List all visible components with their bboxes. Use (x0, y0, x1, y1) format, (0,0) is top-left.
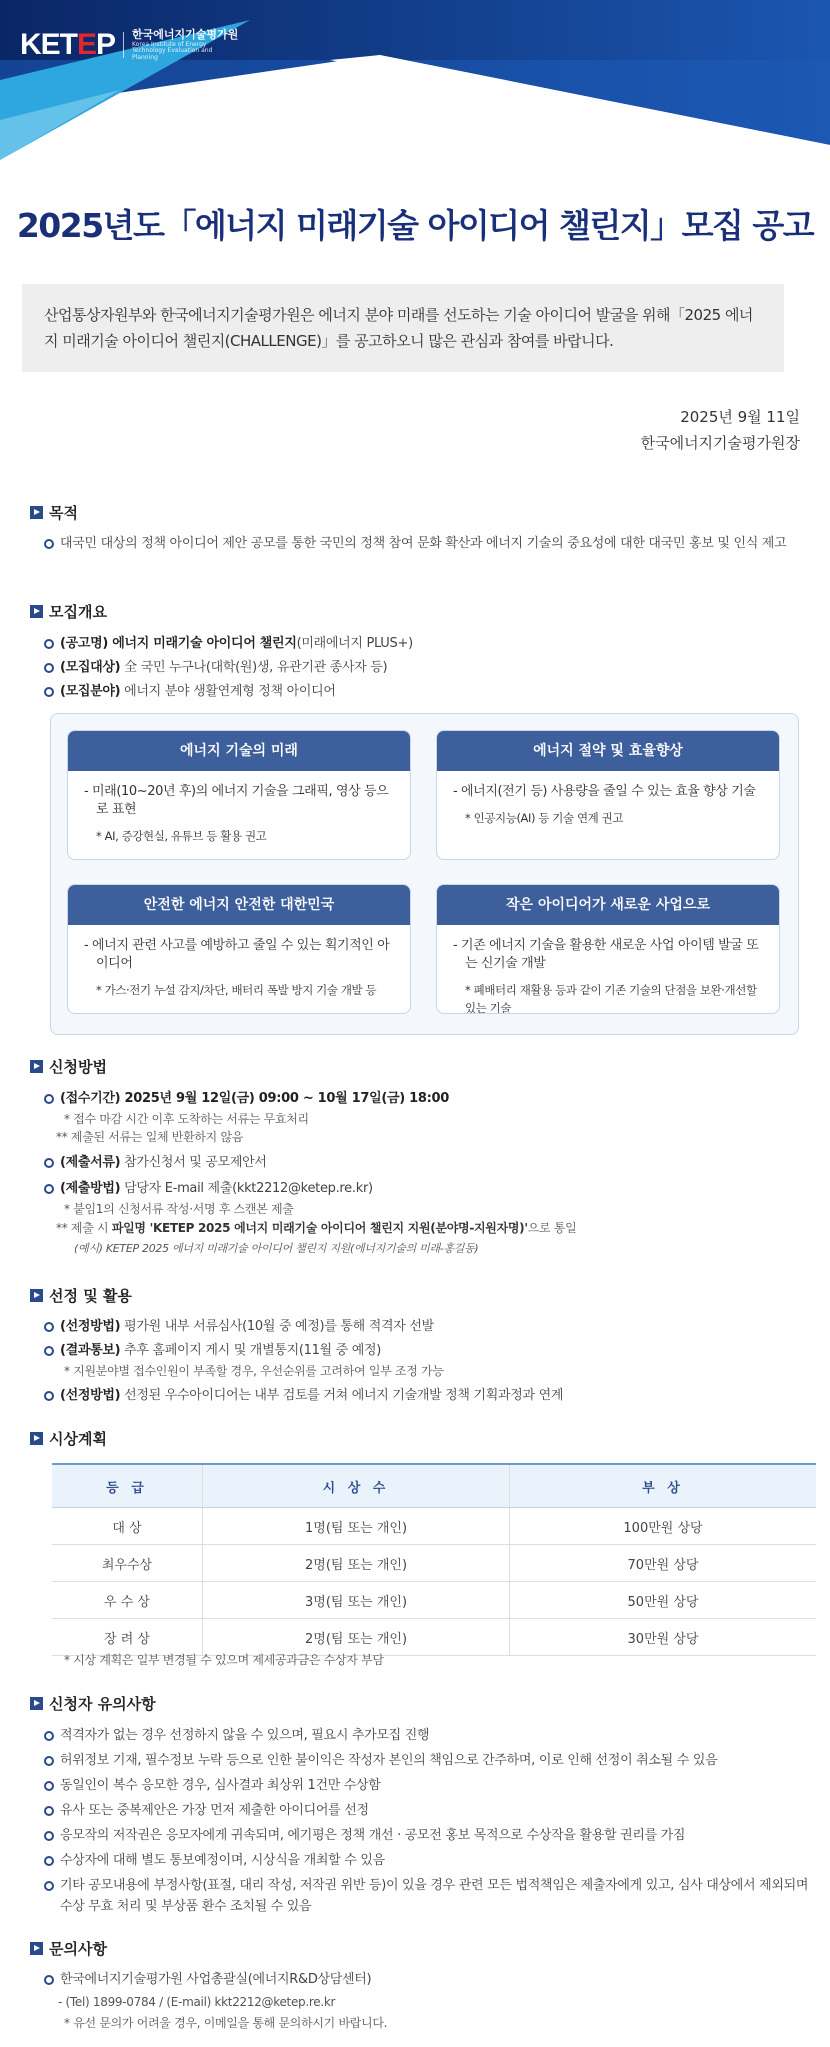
table-cell: 30만원 상당 (510, 1619, 817, 1656)
section-notice (30, 1693, 156, 1714)
apply-period: (접수기간) 2025년 9월 12일(금) 09:00 ~ 10월 17일(금) 18:00 (44, 1088, 449, 1109)
contact-org: 한국에너지기술평가원 사업총괄실(에너지R&D상담센터) (44, 1969, 371, 1990)
column-header: 등 급 (52, 1464, 203, 1508)
section-arrow-icon (30, 506, 43, 519)
table-cell: 대 상 (52, 1508, 203, 1545)
date-block (641, 404, 800, 456)
table-cell: 100만원 상당 (510, 1508, 817, 1545)
table-cell: 70만원 상당 (510, 1545, 817, 1582)
theme-cards-box (50, 713, 799, 1035)
table-cell: 3명(팀 또는 개인) (203, 1582, 510, 1619)
theme-note: * 가스·전기 누설 감지/차단, 배터리 폭발 방지 기술 개발 등 (96, 983, 377, 997)
table-row (52, 1582, 816, 1619)
overview-item: (공고명) 에너지 미래기술 아이디어 챌린지(미래에너지 PLUS+) (44, 633, 413, 654)
table-header-row (52, 1464, 816, 1508)
section-selection (30, 1285, 132, 1306)
theme-card (436, 884, 780, 1014)
notice-item: 동일인이 복수 응모한 경우, 심사결과 최상위 1건만 수상함 (44, 1775, 381, 1796)
theme-desc: - 에너지 관련 사고를 예방하고 줄일 수 있는 획기적인 아이디어 (84, 938, 390, 971)
section-contact (30, 1938, 107, 1959)
theme-card (436, 730, 780, 860)
table-cell: 50만원 상당 (510, 1582, 817, 1619)
notice-item: 기타 공모내용에 부정사항(표절, 대리 작성, 저작권 위반 등)이 있을 경우 관련 모든 법적책임은 제출자에게 있고, 심사 대상에서 제외되며 수상 무효 처리 및 부상품 환수 조치될 수 있음 (44, 1875, 816, 1917)
theme-card (67, 730, 411, 860)
section-awards (30, 1428, 107, 1449)
theme-note: * 인공지능(AI) 등 기술 연계 권고 (465, 811, 624, 825)
section-apply (30, 1056, 107, 1077)
apply-docs: (제출서류) 참가신청서 및 공모제안서 (44, 1152, 267, 1173)
theme-note: * 폐배터리 재활용 등과 같이 기존 기술의 단점을 보완·개선할 있는 기술 (465, 983, 757, 1014)
section-heading: 모집개요 (49, 603, 107, 621)
table-row (52, 1508, 816, 1545)
table-cell: 2명(팀 또는 개인) (203, 1619, 510, 1656)
header-banner (0, 0, 830, 160)
theme-desc: - 미래(10~20년 후)의 에너지 기술을 그래픽, 영상 등으로 표현 (84, 784, 389, 817)
apply-note: ** 제출된 서류는 일체 반환하지 않음 (56, 1130, 244, 1144)
theme-card (67, 884, 411, 1014)
section-heading: 문의사항 (49, 1940, 107, 1958)
table-cell: 장 려 상 (52, 1619, 203, 1656)
contact-line[interactable]: - (Tel) 1899-0784 / (E-mail) kkt2212@ketep.re.kr (58, 1995, 336, 2009)
issuer: 한국에너지기술평가원장 (640, 434, 800, 452)
logo-mark-red: E (77, 28, 97, 61)
logo-mark-left: KET (20, 28, 77, 61)
section-arrow-icon (30, 1942, 43, 1955)
theme-title: 안전한 에너지 안전한 대한민국 (68, 885, 410, 925)
org-name-en: Korea Institute of Energy Technology Evaluation and Planning (132, 40, 213, 61)
table-cell: 1명(팀 또는 개인) (203, 1508, 510, 1545)
section-arrow-icon (30, 1060, 43, 1073)
logo-mark-right: P (96, 28, 116, 61)
table-row (52, 1545, 816, 1582)
section-heading: 신청자 유의사항 (49, 1695, 156, 1713)
section-purpose (30, 502, 78, 523)
table-row (52, 1619, 816, 1656)
theme-title: 에너지 절약 및 효율향상 (437, 731, 779, 771)
apply-example: (예시) KETEP 2025 에너지 미래기술 아이디어 챌린지 지원(에너지기술의 미래-홍길동) (74, 1242, 479, 1255)
section-arrow-icon (30, 1432, 43, 1445)
notice-item: 수상자에 대해 별도 통보예정이며, 시상식을 개최할 수 있음 (44, 1850, 385, 1871)
section-heading: 시상계획 (49, 1430, 107, 1448)
section-arrow-icon (30, 1697, 43, 1710)
org-name-ko: 한국에너지기술평가원 (132, 27, 239, 41)
selection-note: * 지원분야별 접수인원이 부족할 경우, 우선순위를 고려하여 일부 조정 가능 (64, 1364, 444, 1378)
awards-table (52, 1463, 816, 1656)
table-cell: 2명(팀 또는 개인) (203, 1545, 510, 1582)
table-cell: 우 수 상 (52, 1582, 203, 1619)
notice-item: 응모작의 저작권은 응모자에게 귀속되며, 에기평은 정책 개선 · 공모전 홍보 목적으로 수상작을 활용할 권리를 가짐 (44, 1825, 685, 1846)
theme-title: 작은 아이디어가 새로운 사업으로 (437, 885, 779, 925)
theme-note: * AI, 증강현실, 유튜브 등 활용 권고 (96, 829, 267, 843)
ketep-logo[interactable] (20, 28, 238, 62)
section-heading: 목적 (49, 504, 78, 522)
section-arrow-icon (30, 1289, 43, 1302)
purpose-text: 대국민 대상의 정책 아이디어 제안 공모를 통한 국민의 정책 참여 문화 확산과 에너지 기술의 중요성에 대한 대국민 홍보 및 인식 제고 (44, 533, 804, 554)
overview-item: (모집분야) 에너지 분야 생활연계형 정책 아이디어 (44, 681, 336, 702)
page-title: 2025년도「에너지 미래기술 아이디어 챌린지」모집 공고 (16, 206, 814, 245)
awards-note: * 시상 계획은 일부 변경될 수 있으며 제세공과금은 수상자 부담 (64, 1653, 384, 1667)
intro-box: 산업통상자원부와 한국에너지기술평가원은 에너지 분야 미래를 선도하는 기술 아이디어 발굴을 위해「2025 에너지 미래기술 아이디어 챌린지(CHALLENGE)」를 공고하오니 많은 관심과 참여를 바랍니다. (22, 284, 784, 372)
announce-date: 2025년 9월 11일 (680, 408, 800, 426)
selection-item: (선정방법) 평가원 내부 서류심사(10월 중 예정)를 통해 적격자 선발 (44, 1316, 434, 1337)
banner-graphic (0, 0, 830, 160)
section-arrow-icon (30, 605, 43, 618)
notice-item: 유사 또는 중복제안은 가장 먼저 제출한 아이디어를 선정 (44, 1800, 369, 1821)
notice-item: 허위정보 기재, 필수정보 누락 등으로 인한 불이익은 작성자 본인의 책임으로 간주하며, 이로 인해 선정이 취소될 수 있음 (44, 1750, 717, 1771)
selection-item: (선정방법) 선정된 우수아이디어는 내부 검토를 거쳐 에너지 기술개발 정책 기획과정과 연계 (44, 1385, 563, 1406)
table-cell: 최우수상 (52, 1545, 203, 1582)
apply-note: * 접수 마감 시간 이후 도착하는 서류는 무효처리 (64, 1112, 309, 1126)
logo-divider (123, 32, 124, 58)
apply-note: ** 제출 시 파일명 'KETEP 2025 에너지 미래기술 아이디어 챌린지 지원(분야명-지원자명)'으로 통일 (56, 1221, 577, 1235)
section-heading: 선정 및 활용 (49, 1287, 132, 1305)
section-heading: 신청방법 (49, 1058, 107, 1076)
selection-item: (결과통보) 추후 홈페이지 게시 및 개별통지(11월 중 예정) (44, 1340, 381, 1361)
notice-item: 적격자가 없는 경우 선정하지 않을 수 있으며, 필요시 추가모집 진행 (44, 1725, 429, 1746)
overview-item: (모집대상) 全 국민 누구나(대학(원)생, 유관기관 종사자 등) (44, 657, 387, 678)
theme-title: 에너지 기술의 미래 (68, 731, 410, 771)
column-header: 부 상 (510, 1464, 817, 1508)
column-header: 시 상 수 (203, 1464, 510, 1508)
theme-desc: - 기존 에너지 기술을 활용한 새로운 사업 아이템 발굴 또는 신기술 개발 (453, 938, 759, 971)
section-overview (30, 601, 107, 622)
theme-desc: - 에너지(전기 등) 사용량을 줄일 수 있는 효율 향상 기술 (453, 784, 756, 799)
contact-note: * 유선 문의가 어려울 경우, 이메일을 통해 문의하시기 바랍니다. (64, 2016, 388, 2030)
apply-method: (제출방법) 담당자 E-mail 제출(kkt2212@ketep.re.kr) (44, 1178, 373, 1199)
apply-note: * 붙임1의 신청서류 작성·서명 후 스캔본 제출 (64, 1202, 294, 1216)
